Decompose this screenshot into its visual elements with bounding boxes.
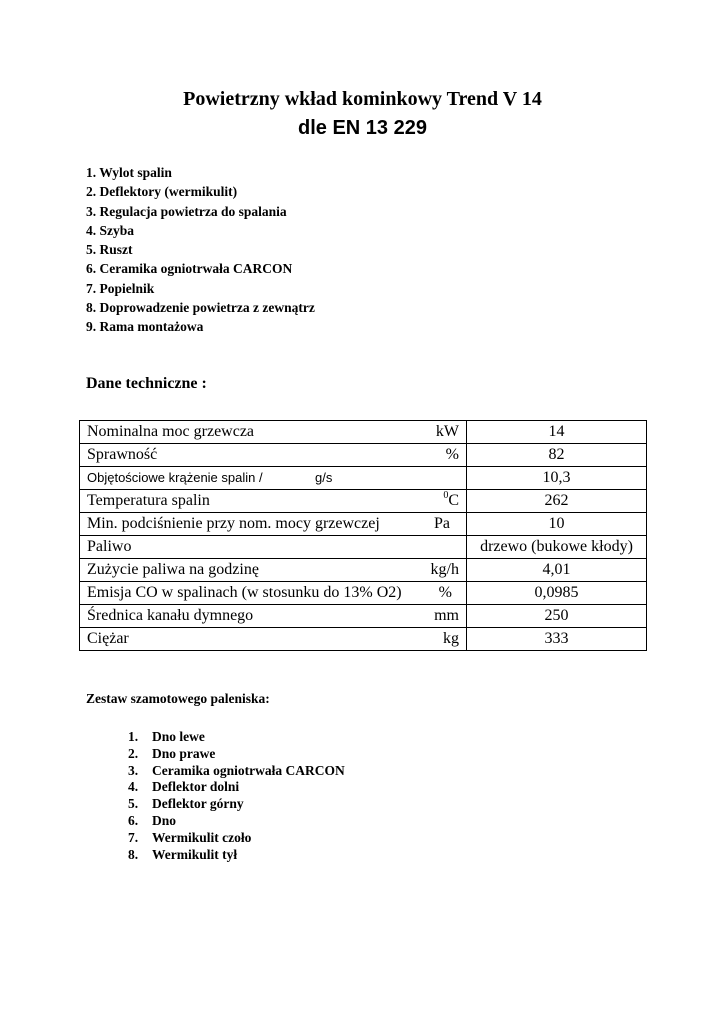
table-row xyxy=(80,421,647,444)
list-item-number: 4. xyxy=(128,779,139,795)
spec-label-cell xyxy=(80,444,467,467)
list-item-number: 5. xyxy=(128,796,139,812)
spec-unit: % xyxy=(438,584,452,601)
spec-value: 82 xyxy=(467,444,647,467)
list-item xyxy=(121,830,345,847)
spec-value: 14 xyxy=(467,421,647,444)
list-item-label: Dno lewe xyxy=(152,729,205,744)
spec-label-cell xyxy=(80,490,467,513)
list-item xyxy=(121,847,345,864)
list-item: 2. Deflektory (wermikulit) xyxy=(86,184,238,200)
spec-unit: Pa xyxy=(434,515,450,532)
spec-unit: kg/h xyxy=(430,561,459,578)
list-item: 1. Wylot spalin xyxy=(86,165,172,180)
list-item-label: Dno prawe xyxy=(152,745,216,761)
spec-value: 4,01 xyxy=(467,559,647,582)
spec-unit: C xyxy=(448,492,459,509)
spec-label-cell xyxy=(80,605,467,628)
spec-label-cell xyxy=(80,559,467,582)
table-row xyxy=(80,582,647,605)
table-row xyxy=(80,513,647,536)
spec-value: 10,3 xyxy=(467,467,647,490)
list-item: 8. Doprowadzenie powietrza z zewnątrz xyxy=(86,300,315,316)
list-item: 5. Ruszt xyxy=(86,242,133,258)
firebox-set-heading: Zestaw szamotowego paleniska: xyxy=(86,691,270,706)
list-item-label: Dno xyxy=(152,812,177,828)
table-row xyxy=(80,467,647,490)
list-item: 3. Regulacja powietrza do spalania xyxy=(86,203,287,219)
list-item-label: Wermikulit czoło xyxy=(152,829,252,845)
spec-value: 262 xyxy=(467,490,647,513)
spec-value: 0,0985 xyxy=(467,582,647,605)
spec-label-cell xyxy=(80,628,467,651)
list-item-number: 8. xyxy=(128,846,139,862)
table-row xyxy=(80,490,647,513)
degree-superscript: 0 xyxy=(443,490,449,501)
spec-value: 333 xyxy=(467,628,647,651)
spec-unit-group xyxy=(443,490,459,512)
spec-label-cell xyxy=(80,582,467,605)
spec-label: Temperatura spalin xyxy=(87,492,210,509)
spec-value: 10 xyxy=(467,513,647,536)
spec-label: Emisja CO w spalinach (w stosunku do 13% O2) xyxy=(87,584,402,601)
spec-label-cell xyxy=(80,536,467,559)
spec-value: 250 xyxy=(467,605,647,628)
spec-label: Sprawność xyxy=(87,446,158,463)
table-row xyxy=(80,559,647,582)
list-item: 4. Szyba xyxy=(86,222,135,238)
spec-label: Nominalna moc grzewcza xyxy=(87,423,255,440)
spec-unit: kg xyxy=(443,630,459,647)
list-item: 7. Popielnik xyxy=(86,280,155,296)
list-item xyxy=(121,813,345,830)
firebox-set-list xyxy=(121,729,345,863)
spec-unit: % xyxy=(445,446,459,463)
list-item xyxy=(121,746,345,763)
table-row xyxy=(80,628,647,651)
spec-label-cell xyxy=(80,421,467,444)
list-item-label: Wermikulit tył xyxy=(152,846,238,862)
spec-label-cell xyxy=(80,467,467,490)
list-item-label: Ceramika ogniotrwała CARCON xyxy=(152,762,345,778)
spec-label-cell xyxy=(80,513,467,536)
list-item-number: 6. xyxy=(128,812,139,828)
spec-label: Średnica kanału dymnego xyxy=(87,607,254,624)
spec-label: Objętościowe krążenie spalin / xyxy=(87,470,263,485)
spec-unit: mm xyxy=(434,607,459,624)
spec-label: Min. podciśnienie przy nom. mocy grzewczej xyxy=(87,515,380,532)
parts-list xyxy=(86,163,315,337)
list-item-number: 7. xyxy=(128,829,139,845)
table-row xyxy=(80,444,647,467)
list-item xyxy=(121,763,345,780)
list-item: 9. Rama montażowa xyxy=(86,319,204,335)
list-item xyxy=(121,796,345,813)
list-item-number: 1. xyxy=(128,729,139,744)
list-item-label: Deflektor górny xyxy=(152,796,244,812)
list-item-label: Deflektor dolni xyxy=(152,779,240,795)
table-row xyxy=(80,605,647,628)
tech-data-heading: Dane techniczne : xyxy=(86,375,207,392)
page-title: Powietrzny wkład kominkowy Trend V 14 xyxy=(183,88,542,110)
list-item-number: 2. xyxy=(128,745,139,761)
spec-label: Paliwo xyxy=(87,538,132,555)
spec-unit: kW xyxy=(435,423,459,440)
list-item xyxy=(121,729,345,746)
list-item xyxy=(121,779,345,796)
spec-value: drzewo (bukowe kłody) xyxy=(467,536,647,559)
table-row xyxy=(80,536,647,559)
list-item-number: 3. xyxy=(128,762,139,778)
spec-label: Ciężar xyxy=(87,630,129,647)
specs-table xyxy=(79,420,647,651)
spec-unit: g/s xyxy=(315,470,333,485)
page-subtitle: dle EN 13 229 xyxy=(298,117,427,139)
list-item: 6. Ceramika ogniotrwała CARCON xyxy=(86,261,293,277)
spec-label: Zużycie paliwa na godzinę xyxy=(87,561,259,578)
